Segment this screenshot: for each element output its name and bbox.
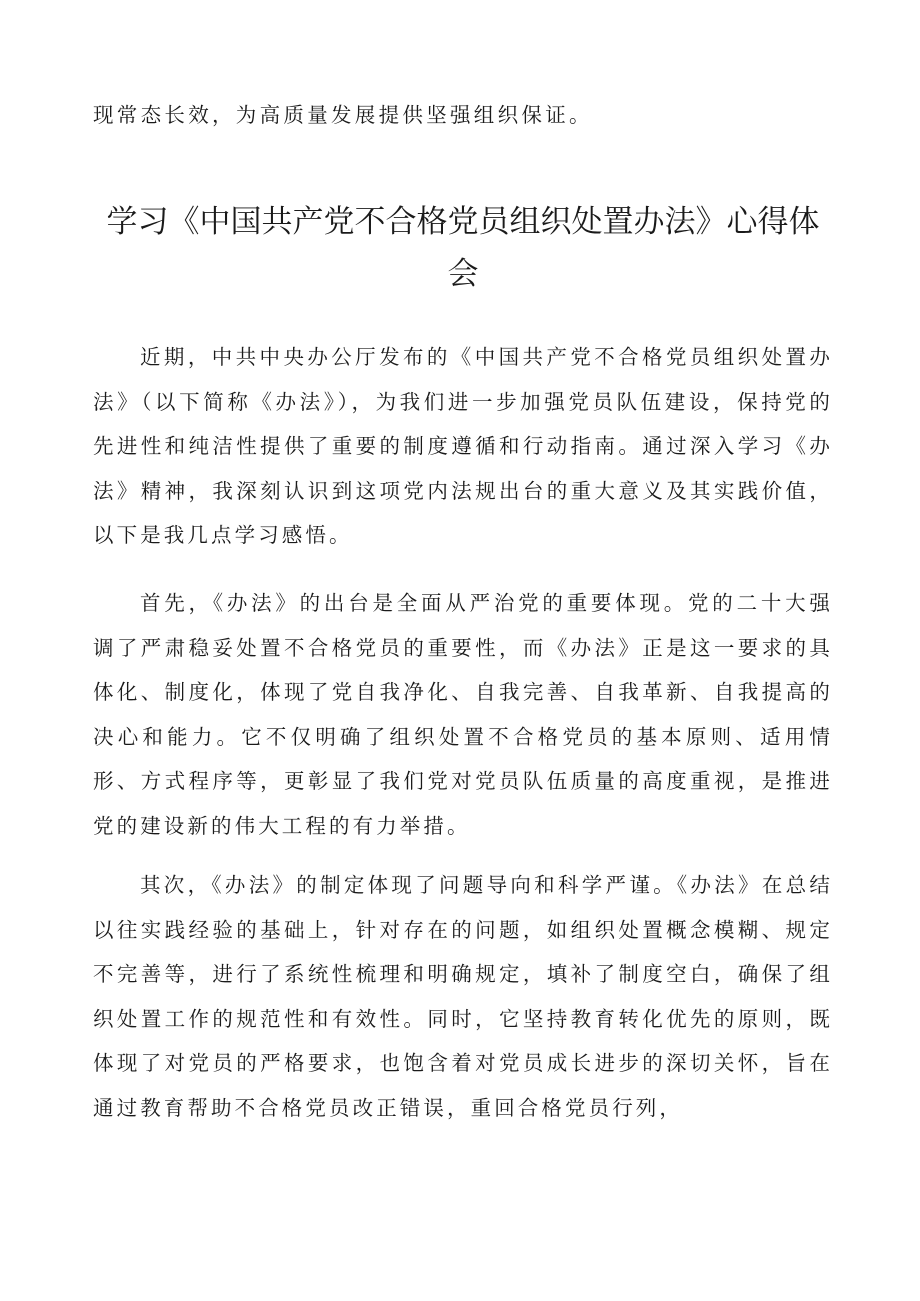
body-paragraph-2: 首先，《办法》的出台是全面从严治党的重要体现。党的二十大强调了严肃稳妥处置不合格党员的重要性，而《办法》正是这一要求的具体化、制度化，体现了党自我净化、自我完善、自我革新、自我提高的决心和能力。它不仅明确了组织处置不合格党员的基本原则、适用情形、方式程序等，更彰显了我们党对党员队伍质量的高度重视，是推进党的建设新的伟大工程的有力举措。 <box>93 591 833 838</box>
body-paragraph-3: 其次，《办法》的制定体现了问题导向和科学严谨。《办法》在总结以往实践经验的基础上，针对存在的问题，如组织处置概念模糊、规定不完善等，进行了系统性梳理和明确规定，填补了制度空白，确保了组织处置工作的规范性和有效性。同时，它坚持教育转化优先的原则，既体现了对党员的严格要求，也饱含着对党员成长进步的深切关怀，旨在通过教育帮助不合格党员改正错误，重回合格党员行列， <box>93 873 833 1120</box>
body-paragraph-1: 近期，中共中央办公厅发布的《中国共产党不合格党员组织处置办法》（以下简称《办法》），为我们进一步加强党员队伍建设，保持党的先进性和纯洁性提供了重要的制度遵循和行动指南。通过深入学习《办法》精神，我深刻认识到这项党内法规出台的重大意义及其实践价值，以下是我几点学习感悟。 <box>93 345 833 548</box>
lead-paragraph: 现常态长效，为高质量发展提供坚强组织保证。 <box>93 103 593 127</box>
document-title: 学习《中国共产党不合格党员组织处置办法》心得体会 <box>106 204 820 292</box>
